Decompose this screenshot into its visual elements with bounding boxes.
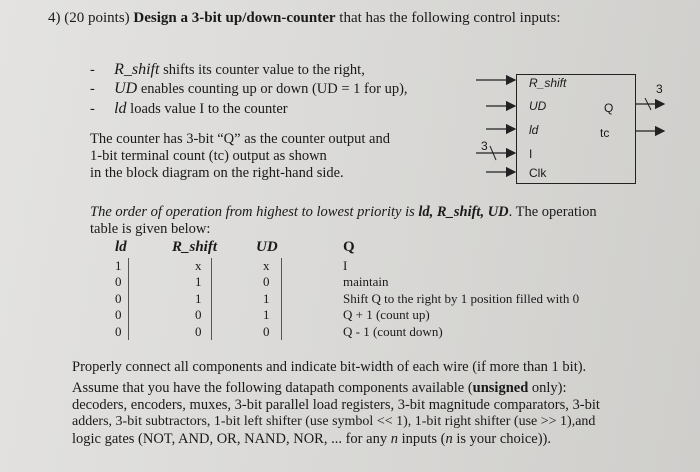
table-cell: Q - 1 (count down) [343, 324, 443, 339]
table-cell: 0 [195, 324, 202, 339]
instructions-text: Assume that you have the following datapath components available ( [72, 380, 473, 396]
list-dash: - [90, 81, 95, 97]
port-tc: tc [600, 126, 610, 140]
table-cell: Shift Q to the right by 1 position filled with 0 [343, 291, 580, 306]
instructions-var: n [445, 431, 453, 447]
list-item-text: loads value I to the counter [126, 101, 288, 117]
instructions-text: logic gates (NOT, AND, OR, NAND, NOR, ... for any [72, 431, 391, 447]
table-header-r-shift: R_shift [172, 239, 218, 255]
question-title-bold: Design a 3-bit up/down-counter [133, 10, 336, 26]
table-cell: 1 [263, 307, 270, 322]
priority-italic: The order of operation from highest to lowest priority is [90, 204, 415, 220]
instructions-var: n [390, 431, 398, 447]
table-cell: x [263, 258, 270, 273]
table-cell: Q + 1 (count up) [343, 307, 430, 322]
instructions-line-4: adders, 3-bit subtractors, 1-bit left shifter (use symbol << 1), 1-bit right shifter (use >> 1),and [72, 414, 596, 429]
instructions-text: is your choice)). [452, 431, 551, 447]
table-cell: 1 [263, 291, 270, 306]
table-cell: 0 [263, 274, 270, 289]
table-cell: maintain [343, 274, 389, 289]
port-ld: ld [529, 123, 539, 137]
table-cell: 0 [263, 324, 270, 339]
instructions-line-1: Properly connect all components and indicate bit-width of each wire (if more than 1 bit). [72, 359, 587, 375]
port-ud: UD [529, 99, 547, 113]
instructions-line-3: decoders, encoders, muxes, 3-bit parallel load registers, 3-bit magnitude comparators, 3-bit [72, 397, 600, 413]
table-cell: I [343, 258, 348, 273]
table-header-ld: ld [115, 239, 127, 255]
table-cell: 0 [115, 291, 122, 306]
instructions-text: inputs ( [397, 431, 446, 447]
list-item-name: R_shift [114, 61, 160, 78]
port-i: I [529, 147, 533, 161]
list-item-text: shifts its counter value to the right, [159, 62, 365, 78]
table-cell: 1 [115, 258, 122, 273]
table-header-q: Q [343, 239, 355, 255]
table-cell: 0 [115, 324, 122, 339]
instructions-line-5 [72, 431, 551, 447]
port-clk: Clk [529, 166, 547, 180]
list-item-name: UD [114, 80, 138, 97]
priority-line-2: table is given below: [90, 221, 211, 237]
column-rule [128, 258, 129, 340]
port-q: Q [604, 101, 614, 115]
instructions-line-2 [72, 380, 567, 396]
question-number: 4) [48, 10, 61, 26]
question-title-rest: that has the following control inputs: [339, 10, 561, 26]
priority-rest: . The operation [508, 204, 597, 220]
list-dash: - [90, 62, 95, 78]
table-cell: 1 [195, 274, 202, 289]
priority-order: ld, R_shift, UD [418, 204, 509, 220]
table-cell: 0 [195, 307, 202, 322]
table-cell: 1 [195, 291, 202, 306]
counter-desc-line: in the block diagram on the right-hand side. [90, 165, 344, 181]
table-cell: 0 [115, 307, 122, 322]
table-cell: x [195, 258, 202, 273]
instructions-text: only): [528, 380, 567, 396]
instructions-unsigned: unsigned [472, 380, 529, 396]
table-header-ud: UD [256, 239, 278, 255]
question-points: (20 points) [64, 10, 130, 26]
q-width-label: 3 [656, 82, 663, 96]
list-item-name: ld [114, 100, 127, 117]
counter-desc-line: 1-bit terminal count (tc) output as shown [90, 148, 327, 164]
list-dash: - [90, 101, 95, 117]
priority-line-1 [90, 204, 597, 220]
list-item-text: enables counting up or down (UD = 1 for up), [137, 81, 408, 97]
table-cell: 0 [115, 274, 122, 289]
column-rule [281, 258, 282, 340]
port-r-shift: R_shift [529, 76, 567, 90]
counter-desc-line: The counter has 3-bit “Q” as the counter output and [90, 131, 390, 147]
i-width-label: 3 [481, 139, 488, 153]
column-rule [211, 258, 212, 340]
